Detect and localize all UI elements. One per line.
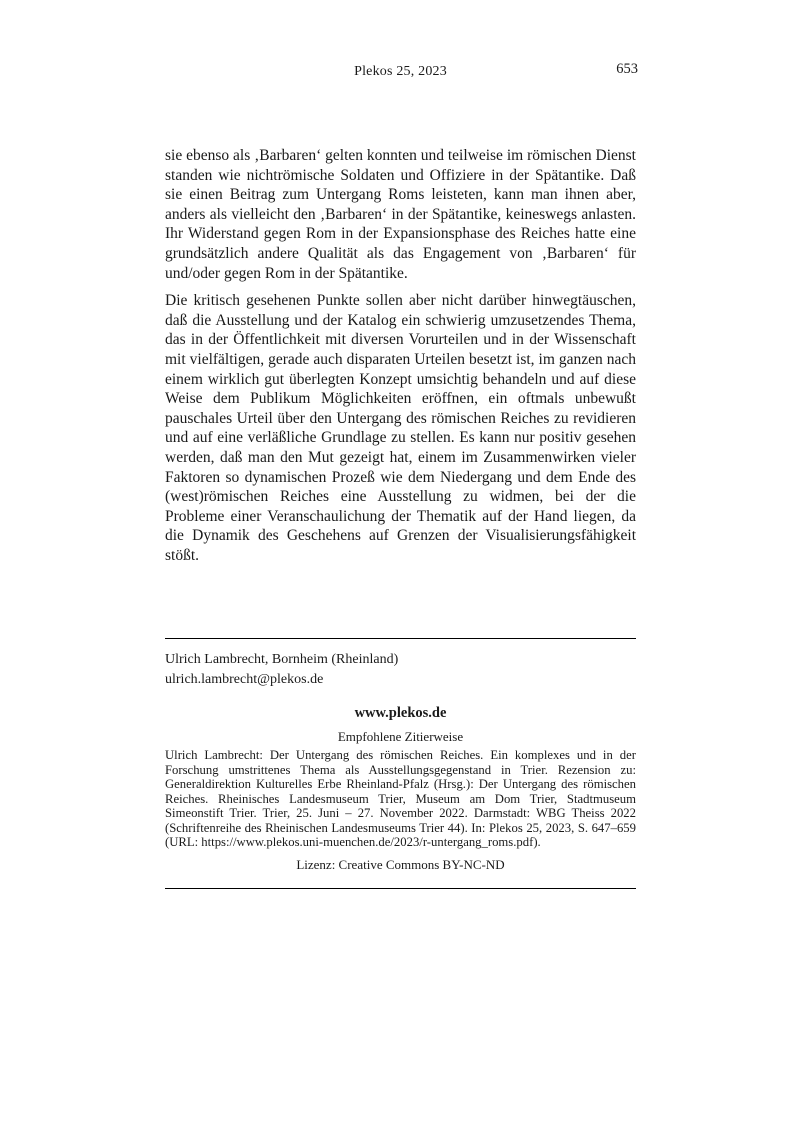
journal-title: Plekos 25, 2023 — [354, 64, 447, 79]
author-line: Ulrich Lambrecht, Bornheim (Rheinland) — [165, 652, 399, 668]
text-column — [165, 0, 636, 889]
page-header — [165, 61, 638, 82]
article-footer — [165, 650, 636, 873]
license-line: Lizenz: Creative Commons BY-NC-ND — [296, 857, 505, 873]
author-block — [165, 650, 636, 690]
horizontal-rule-top — [165, 638, 636, 639]
page-number: 653 — [616, 61, 638, 77]
article-body — [165, 146, 636, 565]
citation-text: Ulrich Lambrecht: Der Untergang des römischen Reiches. Ein komplexes und in der Forschung umstrittenes Thema als Ausstellungsgegenstand in Trier. Rezension zu: Generaldirektion Kulturelles Erbe Rheinland-Pfalz (Hrsg.): Der Untergang des römischen Reiches. Rheinisches Landesmuseum Trier, Museum am Dom Trier, Stadtmuseum Simeonstift Trier. Trier, 25. Juni – 27. November 2022. Darmstadt: WBG Theiss 2022 (Schriftenreihe des Rheinischen Landesmuseums Trier 44). In: Plekos 25, 2023, S. 647–659 (URL: https://www.plekos.uni-muenchen.de/2023/r-untergang_roms.pdf). — [165, 748, 636, 849]
citation-heading: Empfohlene Zitierweise — [337, 729, 464, 745]
body-paragraph-1: sie ebenso als ‚Barbaren‘ gelten konnten und teilweise im römischen Dienst standen wie nichtrömische Soldaten und Offiziere in der Spätantike. Daß sie einen Beitrag zum Untergang Roms leisteten, kann man ihnen aber, anders als vielleicht den ‚Barbaren‘ in der Spätantike, keineswegs anlasten. Ihr Widerstand gegen Rom in der Expansionsphase des Reiches hatte eine grundsätzlich andere Qualität als das Engagement von ‚Barbaren‘ für und/oder gegen Rom in der Spätantike. — [165, 147, 636, 282]
author-email: ulrich.lambrecht@plekos.de — [165, 672, 324, 688]
horizontal-rule-bottom — [165, 888, 636, 889]
body-paragraph-2: Die kritisch gesehenen Punkte sollen aber nicht darüber hinwegtäuschen, daß die Ausstellung und der Katalog ein schwierig umzusetzendes Thema, das in der Öffentlichkeit mit diversen Vorurteilen und in der Wissenschaft mit vielfältigen, gerade auch disparaten Urteilen besetzt ist, im ganzen nach einem wirklich gut überlegten Konzept umsichtig behandeln und auf diese Weise dem Publikum Möglichkeiten eröffnen, ein oftmals unbewußt pauschales Urteil über den Untergang des römischen Reiches zu revidieren und auf eine verläßliche Grundlage zu stellen. Es kann nur positiv gesehen werden, daß man den Mut gezeigt hat, einem im Zusammenwirken vieler Faktoren so dynamischen Prozeß wie dem Niedergang und dem Ende des (west)römischen Reiches eine Ausstellung zu widmen, bei der die Probleme einer Veranschaulichung der Thematik auf der Hand liegen, da die Dynamik des Geschehens auf Grenzen der Visualisierungsfähigkeit stößt. — [165, 292, 636, 564]
journal-website: www.plekos.de — [354, 705, 447, 722]
